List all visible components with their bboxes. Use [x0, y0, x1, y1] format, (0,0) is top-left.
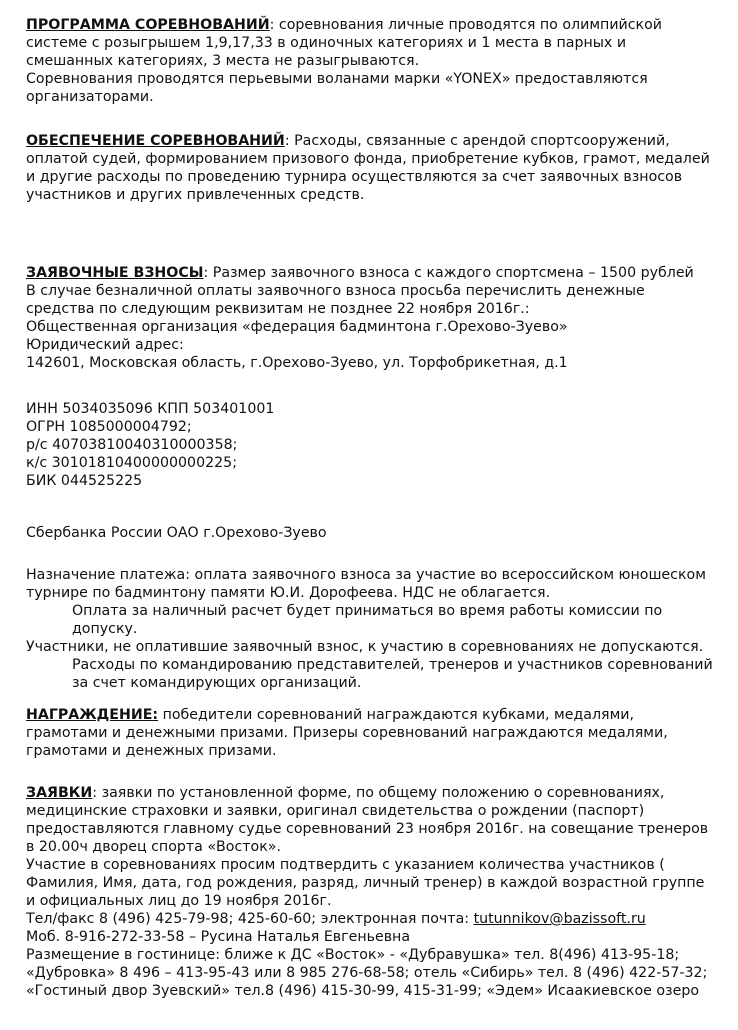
- applications-phone-text: Тел/факс 8 (496) 425-79-98; 425-60-60; электронная почта:: [26, 911, 474, 927]
- requisite-ks: к/с 30101810400000000225;: [26, 455, 237, 471]
- fees-organization: Общественная организация «федерация бадминтона г.Орехово-Зуево»: [26, 319, 568, 335]
- fees-heading: ЗАЯВОЧНЫЕ ВЗНОСЫ: [26, 265, 204, 281]
- applications-phone: [26, 910, 716, 928]
- awards-paragraph: [26, 706, 716, 760]
- provision-heading: ОБЕСПЕЧЕНИЕ СОРЕВНОВАНИЙ: [26, 133, 285, 149]
- payment-purpose: Назначение платежа: оплата заявочного взноса за участие во всероссийском юношеском турнире по бадминтону памяти Ю.И. Дорофеева. НДС не облагается.: [26, 567, 706, 601]
- fees-legal-label: Юридический адрес:: [26, 337, 184, 353]
- applications-mobile: Моб. 8-916-272-33-58 – Русина Наталья Евгеньевна: [26, 929, 411, 945]
- section-bank: [26, 524, 716, 542]
- fees-cashless: В случае безналичной оплаты заявочного взноса просьба перечислить денежные средства по следующим реквизитам не позднее 22 ноября 2016г.:: [26, 283, 645, 317]
- awards-text: победители соревнований награждаются кубками, медалями, грамотами и денежными призами. Призеры соревнований награждаются медалями, грамотами и денежных призами.: [26, 707, 668, 759]
- applications-heading: ЗАЯВКИ: [26, 785, 93, 801]
- payment-unpaid: Участники, не оплатившие заявочный взнос, к участию в соревнованиях не допускаются.: [26, 639, 704, 655]
- requisite-ogrn: ОГРН 1085000004792;: [26, 419, 192, 435]
- requisite-rs: р/с 40703810040310000358;: [26, 437, 238, 453]
- section-awards: [26, 706, 716, 760]
- bank-name: Сбербанка России ОАО г.Орехово-Зуево: [26, 525, 327, 541]
- email-link[interactable]: tutunnikov@bazissoft.ru: [473, 911, 646, 927]
- section-provision: [26, 132, 716, 204]
- payment-cash: Оплата за наличный расчет будет приниматься во время работы комиссии по допуску.: [72, 603, 663, 637]
- provision-paragraph: [26, 132, 716, 204]
- section-payment: [26, 566, 716, 692]
- program-heading: ПРОГРАММА СОРЕВНОВАНИЙ: [26, 17, 270, 33]
- fees-text: : Размер заявочного взноса с каждого спортсмена – 1500 рублей: [203, 265, 694, 281]
- payment-travel: [26, 656, 716, 692]
- requisite-inn: ИНН 5034035096 КПП 503401001: [26, 401, 275, 417]
- applications-confirm: Участие в соревнованиях просим подтвердить с указанием количества участников ( Фамилия, Имя, дата, год рождения, разряд, личный тренер) в каждой возрастной группе и официальных лиц до 19 ноября 2016г.: [26, 857, 705, 909]
- awards-heading: НАГРАЖДЕНИЕ:: [26, 707, 159, 723]
- section-fees: [26, 264, 716, 372]
- applications-hotel-1: Размещение в гостинице: ближе к ДС «Восток» - «Дубравушка» тел. 8(496) 413-95-18;: [26, 947, 680, 963]
- program-shuttles: Соревнования проводятся перьевыми воланами марки «YONEX» предоставляются организаторами.: [26, 71, 648, 105]
- applications-paragraph: [26, 784, 716, 856]
- payment-travel-text: Расходы по командированию представителей, тренеров и участников соревнований за счет командирующих организаций.: [72, 657, 713, 691]
- fees-address: 142601, Московская область, г.Орехово-Зуево, ул. Торфобрикетная, д.1: [26, 355, 568, 371]
- program-text: : соревнования личные проводятся по олимпийской системе с розыгрышем 1,9,17,33 в одиночных категориях и 1 места в парных и смешанных категориях, 3 места не разыгрываются.: [26, 17, 663, 69]
- fees-paragraph: [26, 264, 716, 282]
- applications-hotel-3: «Гостиный двор Зуевский» тел.8 (496) 415-30-99, 415-31-99; «Эдем» Исаакиевское озеро: [26, 983, 700, 999]
- requisite-bik: БИК 044525225: [26, 473, 143, 489]
- applications-text: : заявки по установленной форме, по общему положению о соревнованиях, медицинские страховки и заявки, оригинал свидетельства о рождении (паспорт) предоставляются главному судье соревнований 23 ноября 2016г. на совещание тренеров в 20.00ч дворец спорта «Восток».: [26, 785, 709, 855]
- section-applications: [26, 784, 716, 1000]
- section-requisites: [26, 400, 716, 490]
- program-paragraph: [26, 16, 716, 70]
- provision-text: : Расходы, связанные с арендой спортсооружений, оплатой судей, формированием призового фонда, приобретение кубков, грамот, медалей и другие расходы по проведению турнира осуществляются за счет заявочных взносов участников и других привлеченных средств.: [26, 133, 710, 203]
- applications-hotel-2: «Дубровка» 8 496 – 413-95-43 или 8 985 276-68-58; отель «Сибирь» тел. 8 (496) 422-57-32;: [26, 965, 708, 981]
- section-program: [26, 16, 716, 106]
